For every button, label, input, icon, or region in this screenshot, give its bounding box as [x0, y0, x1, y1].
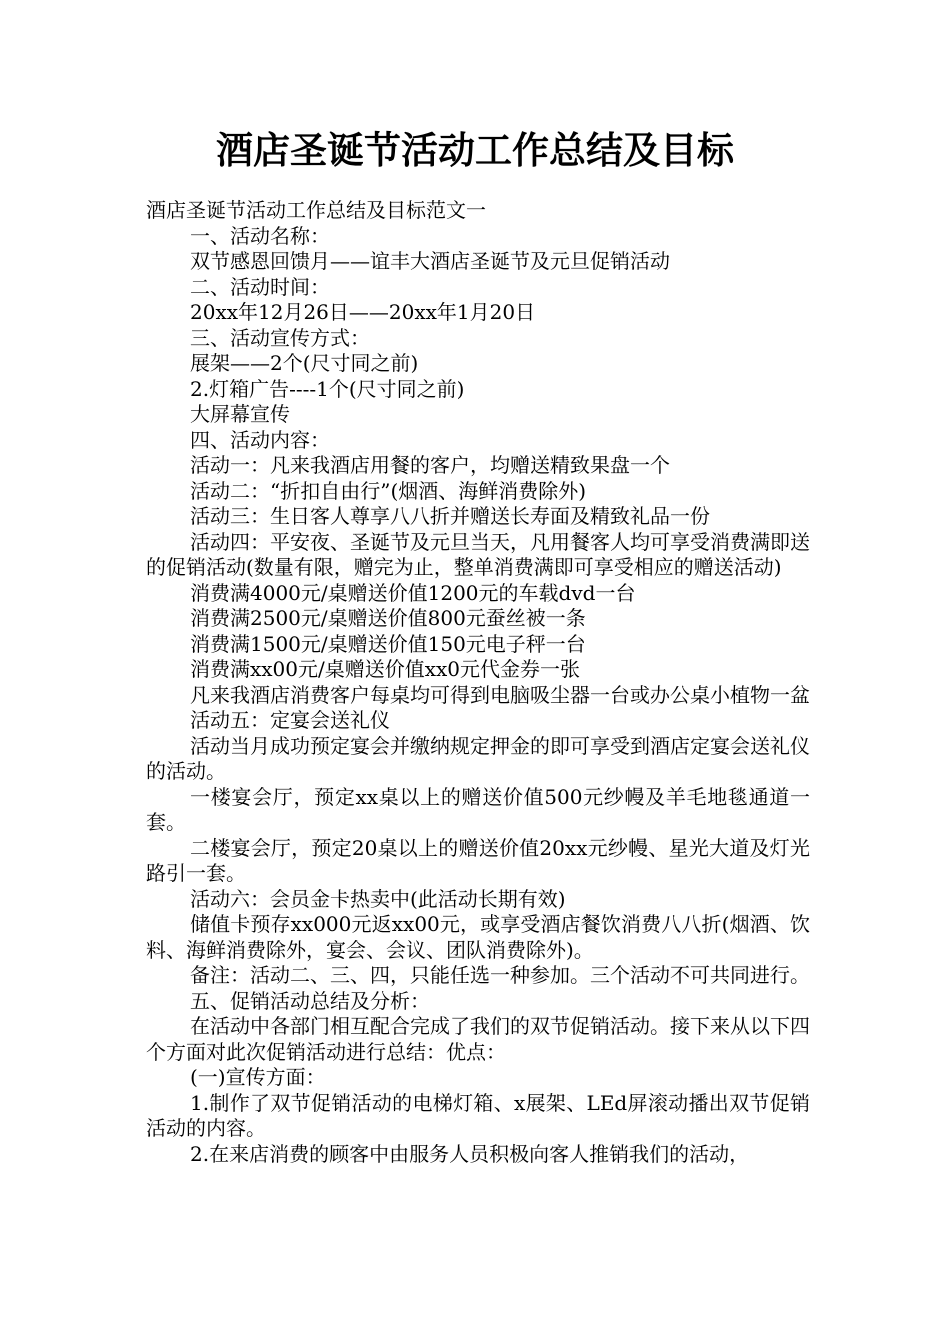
paragraph: 酒店圣诞节活动工作总结及目标范文一	[146, 198, 486, 222]
paragraph: 一楼宴会厅，预定xx桌以上的赠送价值500元纱幔及羊毛地毯通道一套。	[146, 784, 810, 834]
paragraph: 2.灯箱广告----1个(尺寸同之前)	[190, 376, 465, 401]
paragraph: 消费满xx00元/桌赠送价值xx0元代金券一张	[190, 657, 581, 681]
paragraph: 2.在来店消费的顾客中由服务人员积极向客人推销我们的活动，	[190, 1141, 750, 1166]
paragraph: 活动当月成功预定宴会并缴纳规定押金的即可享受到酒店定宴会送礼仪的活动。	[146, 733, 810, 783]
paragraph: 三、活动宣传方式：	[190, 325, 370, 350]
paragraph: 储值卡预存xx000元返xx00元，或享受酒店餐饮消费八八折(烟酒、饮料、海鲜消费除外，宴会、会议、团队消费除外)。	[146, 912, 810, 962]
paragraph: 展架——2个(尺寸同之前)	[190, 351, 419, 375]
paragraph: 消费满1500元/桌赠送价值150元电子秤一台	[190, 631, 586, 656]
paragraph: 五、促销活动总结及分析：	[190, 988, 430, 1013]
paragraph: 一、活动名称：	[190, 223, 330, 248]
paragraph: 1.制作了双节促销活动的电梯灯箱、x展架、LEd屏滚动播出双节促销活动的内容。	[146, 1090, 810, 1140]
document-title: 酒店圣诞节活动工作总结及目标	[216, 129, 734, 172]
paragraph: 20xx年12月26日——20xx年1月20日	[190, 300, 536, 324]
paragraph: 活动六：会员金卡热卖中(此活动长期有效)	[190, 886, 566, 911]
paragraph: 消费满2500元/桌赠送价值800元蚕丝被一条	[190, 606, 586, 630]
document-body	[146, 198, 810, 1167]
paragraph: 备注：活动二、三、四，只能任选一种参加。三个活动不可共同进行。	[190, 963, 810, 987]
paragraph: 凡来我酒店消费客户每桌均可得到电脑吸尘器一台或办公桌小植物一盆	[190, 682, 810, 707]
paragraph: 大屏幕宣传	[190, 402, 290, 426]
paragraph: 二楼宴会厅，预定20桌以上的赠送价值20xx元纱幔、星光大道及灯光路引一套。	[146, 835, 810, 885]
paragraph: 活动五：定宴会送礼仪	[190, 708, 390, 732]
paragraph: 消费满4000元/桌赠送价值1200元的车载dvd一台	[190, 580, 636, 605]
paragraph: 活动二：“折扣自由行”(烟酒、海鲜消费除外)	[190, 478, 587, 503]
paragraph: 活动四：平安夜、圣诞节及元旦当天，凡用餐客人均可享受消费满即送的促销活动(数量有限，赠完为止，整单消费满即可享受相应的赠送活动)	[146, 529, 810, 579]
paragraph: (一)宣传方面：	[190, 1065, 326, 1089]
paragraph: 四、活动内容：	[190, 427, 330, 452]
paragraph: 活动三：生日客人尊享八八折并赠送长寿面及精致礼品一份	[190, 504, 710, 528]
paragraph: 二、活动时间：	[190, 274, 330, 299]
paragraph: 活动一：凡来我酒店用餐的客户，均赠送精致果盘一个	[190, 453, 670, 477]
paragraph: 在活动中各部门相互配合完成了我们的双节促销活动。接下来从以下四个方面对此次促销活动进行总结：优点：	[146, 1014, 810, 1064]
paragraph: 双节感恩回馈月——谊丰大酒店圣诞节及元旦促销活动	[190, 249, 670, 273]
